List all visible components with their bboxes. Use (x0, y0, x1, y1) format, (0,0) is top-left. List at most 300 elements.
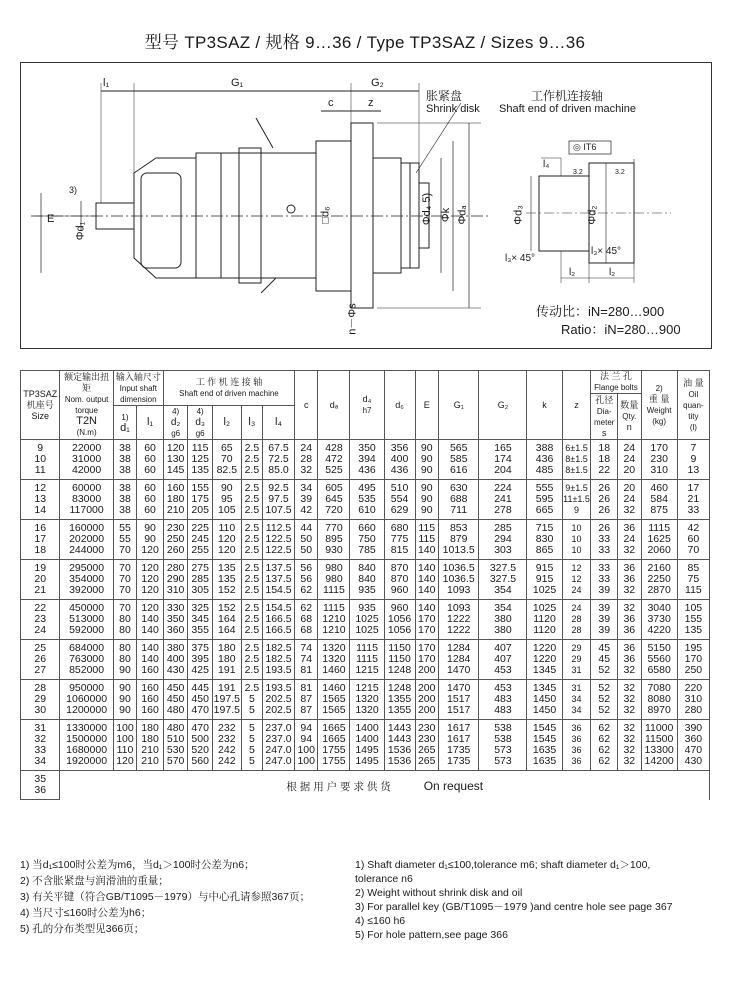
table-cell: 285 (479, 520, 527, 535)
table-cell: 665 (527, 505, 562, 520)
table-cell: 160 (137, 694, 164, 705)
table-cell: 870 (384, 574, 415, 585)
table-cell: 605 (318, 480, 350, 495)
table-cell: 1150 (384, 640, 415, 655)
table-cell: 100 (113, 720, 136, 735)
table-cell: 11000 (641, 720, 677, 735)
table-cell: 20 (618, 465, 641, 480)
table-cell: 195 (677, 640, 709, 655)
table-cell: 1248 (384, 680, 415, 695)
table-cell: 407 (479, 640, 527, 655)
table-cell: 100 (295, 745, 318, 756)
table-cell: 23 (21, 614, 60, 625)
table-cell: 1150 (384, 654, 415, 665)
table-cell: 29 (21, 694, 60, 705)
table-cell: 36 (618, 520, 641, 535)
table-cell: 125 (188, 454, 213, 465)
table-cell: 36 (618, 574, 641, 585)
table-cell: 360 (163, 625, 188, 640)
table-cell: 1755 (318, 745, 350, 756)
col-driven-shaft: 工 作 机 连 接 轴 Shaft end of driven machine (163, 371, 294, 406)
table-cell: 570 (163, 756, 188, 771)
table-cell: 354 (479, 585, 527, 600)
table-cell: 1755 (318, 756, 350, 771)
table-cell: 32 (21, 734, 60, 745)
table-cell: 428 (318, 440, 350, 455)
table-cell: 12 (562, 574, 591, 585)
table-cell: 390 (677, 720, 709, 735)
table-cell: 180 (163, 494, 188, 505)
table-cell: 140 (137, 614, 164, 625)
table-cell: 52 (591, 705, 618, 720)
note-cn-1: 1) 当d₁≤100时公差为m6，当d₁＞100时公差为n6； (20, 859, 255, 871)
dim-d2-label: Φd₂ (586, 205, 599, 225)
table-cell: 166.5 (263, 614, 295, 625)
table-cell: 2.5 (241, 494, 262, 505)
table-cell: 90 (415, 480, 438, 495)
table-cell: 140 (415, 545, 438, 560)
table-cell: 100 (295, 756, 318, 771)
table-row (21, 545, 710, 560)
table-cell: 10 (562, 545, 591, 560)
table-cell: 584 (641, 494, 677, 505)
table-row (21, 705, 710, 720)
table-cell: 472 (318, 454, 350, 465)
table-cell: 164 (212, 625, 241, 640)
dim-da-label: Φdₐ (456, 205, 469, 225)
table-cell: 7080 (641, 680, 677, 695)
table-cell: 232 (212, 720, 241, 735)
table-cell: 1665 (318, 734, 350, 745)
table-cell: 485 (527, 465, 562, 480)
table-cell: 20 (618, 480, 641, 495)
table-cell: 36 (562, 720, 591, 735)
table-cell: 9 (21, 440, 60, 455)
table-cell: 980 (318, 574, 350, 585)
table-cell: 460 (641, 480, 677, 495)
table-cell: 80 (113, 625, 136, 640)
table-request-body (21, 771, 710, 800)
table-cell: 470 (188, 705, 213, 720)
table-cell: 2250 (641, 574, 677, 585)
table-cell: 350 (350, 440, 384, 455)
table-cell: 115 (415, 534, 438, 545)
table-cell: 28 (562, 614, 591, 625)
table-cell: 327.5 (479, 560, 527, 575)
table-cell: 237.0 (263, 720, 295, 735)
table-cell: 32 (618, 734, 641, 745)
table-row (21, 440, 710, 455)
table-cell: 60 (137, 480, 164, 495)
table-cell: 1545 (527, 734, 562, 745)
table-cell: 28 (21, 680, 60, 695)
table-cell: 2.5 (241, 480, 262, 495)
table-cell: 565 (438, 440, 479, 455)
table-cell: 60 (137, 454, 164, 465)
table-cell: 36 (618, 614, 641, 625)
table-cell: 140 (415, 585, 438, 600)
table-cell: 36 (562, 745, 591, 756)
table-cell: 90 (415, 440, 438, 455)
table-cell: 2.5 (241, 545, 262, 560)
table-cell: 22000 (60, 440, 113, 455)
table-cell: 2.5 (241, 520, 262, 535)
table-cell: 24 (618, 454, 641, 465)
table-cell: 530 (163, 745, 188, 756)
table-cell: 34 (562, 705, 591, 720)
table-cell: 174 (479, 454, 527, 465)
table-row (21, 465, 710, 480)
table-cell: 180 (137, 720, 164, 735)
table-cell: 97.5 (263, 494, 295, 505)
table-cell: 1450 (527, 694, 562, 705)
table-cell: 436 (350, 465, 384, 480)
table-cell: 21 (677, 494, 709, 505)
table-cell: 250 (677, 665, 709, 680)
driven-shaft-cn: 工作机连接轴 (531, 89, 604, 103)
table-cell: 140 (415, 600, 438, 615)
table-cell: 16 (21, 520, 60, 535)
table-cell: 65 (212, 440, 241, 455)
table-cell: 70 (677, 545, 709, 560)
table-cell: 375 (188, 640, 213, 655)
table-cell: 20 (21, 574, 60, 585)
table-cell: 392000 (60, 585, 113, 600)
table-cell: 24 (618, 534, 641, 545)
table-cell: 1025 (527, 585, 562, 600)
table-cell: 495 (350, 480, 384, 495)
table-cell: 2.5 (241, 585, 262, 600)
table-cell: 350 (163, 614, 188, 625)
table-cell: 170 (677, 654, 709, 665)
table-cell: 10 (562, 520, 591, 535)
table-cell: 2.5 (241, 574, 262, 585)
table-cell: 117000 (60, 505, 113, 520)
table-cell: 120 (137, 545, 164, 560)
table-cell: 36 (618, 560, 641, 575)
table-cell: 763000 (60, 654, 113, 665)
table-cell: 1025 (350, 625, 384, 640)
table-cell: 120 (137, 585, 164, 600)
table-row (21, 560, 710, 575)
shrink-disk-en: Shrink disk (426, 103, 480, 115)
col-g1: G₁ (438, 371, 479, 440)
table-cell: 935 (350, 600, 384, 615)
table-cell: 294 (479, 534, 527, 545)
table-row (21, 505, 710, 520)
table-cell: 74 (295, 654, 318, 665)
table-cell: 202.5 (263, 705, 295, 720)
table-cell: 32 (618, 680, 641, 695)
col-l4: l₄ (263, 406, 295, 440)
table-cell: 50 (295, 545, 318, 560)
roughness-mark-2: 3.2 (615, 169, 625, 176)
request-size-35: 35 (21, 771, 60, 786)
table-cell: 1345 (527, 665, 562, 680)
note-cn-2: 2) 不含胀紧盘与润滑油的重量； (20, 875, 169, 887)
table-cell: 72.5 (263, 454, 295, 465)
table-cell: 122.5 (263, 534, 295, 545)
table-cell: 94 (295, 720, 318, 735)
table-cell: 42 (677, 520, 709, 535)
table-cell: 36 (618, 640, 641, 655)
table-cell: 853 (438, 520, 479, 535)
table-cell: 1460 (318, 665, 350, 680)
table-cell: 1665 (318, 720, 350, 735)
table-cell: 1115 (318, 600, 350, 615)
table-cell: 360 (677, 734, 709, 745)
table-cell: 137.5 (263, 560, 295, 575)
table-cell: 135 (212, 574, 241, 585)
table-cell: 31 (562, 665, 591, 680)
table-cell: 1345 (527, 680, 562, 695)
col-oil: 油 量 Oil quan- tity (l) (677, 371, 709, 440)
note-en-2: 2) Weight without shrink disk and oil (355, 887, 523, 899)
table-cell: 90 (212, 480, 241, 495)
table-cell: 25 (21, 640, 60, 655)
table-cell: 110 (113, 745, 136, 756)
table-cell: 430 (677, 756, 709, 771)
notes-en (355, 858, 673, 942)
table-cell: 100 (113, 734, 136, 745)
table-cell: 230 (415, 720, 438, 735)
table-cell: 2.5 (241, 454, 262, 465)
table-cell: 1056 (384, 614, 415, 625)
table-cell: 840 (350, 574, 384, 585)
table-cell: 32 (618, 694, 641, 705)
table-cell: 62 (591, 756, 618, 771)
table-cell: 1735 (438, 745, 479, 756)
table-cell: 60 (137, 440, 164, 455)
col-d3: 4) d₃ g6 (188, 406, 213, 440)
table-cell: 182.5 (263, 654, 295, 665)
table-row (21, 640, 710, 655)
table-cell: 1680000 (60, 745, 113, 756)
table-row (21, 625, 710, 640)
table-cell: 152 (212, 600, 241, 615)
spec-table (20, 370, 710, 800)
table-cell: 38 (113, 454, 136, 465)
table-cell: 5 (241, 756, 262, 771)
table-cell: 70 (113, 585, 136, 600)
table-cell: 120 (163, 440, 188, 455)
col-torque: 额定输出扭矩 Nom. output torque T2N (N.m) (60, 371, 113, 440)
table-cell: 5150 (641, 640, 677, 655)
table-cell: 36 (562, 756, 591, 771)
dim-l2-left-label: l₂ (569, 267, 576, 278)
table-cell: 295000 (60, 560, 113, 575)
table-row (21, 680, 710, 695)
table-cell: 122.5 (263, 545, 295, 560)
table-cell: 105 (212, 505, 241, 520)
table-cell: 165 (479, 440, 527, 455)
request-size-36: 36 (21, 785, 60, 800)
table-cell: 470 (677, 745, 709, 756)
table-cell: 52 (591, 694, 618, 705)
table-cell: 62 (295, 600, 318, 615)
table-body (21, 440, 710, 771)
table-cell: 230 (163, 520, 188, 535)
table-cell: 19 (21, 560, 60, 575)
note-en-5: 5) For hole pattern,see page 366 (355, 929, 508, 941)
table-cell: 2.5 (241, 640, 262, 655)
dim-l4-label: l₄ (543, 159, 550, 170)
table-cell: 115 (415, 520, 438, 535)
table-cell: 1920000 (60, 756, 113, 771)
dim-d1-label: Φd₁ (74, 221, 87, 241)
table-cell: 33 (591, 560, 618, 575)
dim-g1-label: G₁ (231, 77, 244, 89)
table-cell: 82.5 (212, 465, 241, 480)
table-row (21, 720, 710, 735)
table-cell: 180 (212, 654, 241, 665)
table-cell: 865 (527, 545, 562, 560)
dim-d6-label: □d₆ (319, 206, 332, 224)
table-cell: 197.5 (212, 705, 241, 720)
table-cell: 1320 (350, 705, 384, 720)
table-cell: 120 (137, 600, 164, 615)
table-cell: 510 (384, 480, 415, 495)
table-cell: 1215 (350, 665, 384, 680)
table-cell: 200 (415, 694, 438, 705)
table-cell: 1210 (318, 614, 350, 625)
table-cell: 1517 (438, 694, 479, 705)
table-cell: 62 (591, 720, 618, 735)
table-cell: 17 (677, 480, 709, 495)
table-cell: 152 (212, 585, 241, 600)
table-cell: 935 (350, 585, 384, 600)
table-cell: 380 (479, 625, 527, 640)
table-cell: 1320 (318, 640, 350, 655)
table-cell: 875 (641, 505, 677, 520)
table-cell: 140 (415, 560, 438, 575)
col-l2: l₂ (212, 406, 241, 440)
table-cell: 1735 (438, 756, 479, 771)
table-cell: 5 (241, 745, 262, 756)
table-cell: 538 (479, 734, 527, 745)
table-cell: 280 (163, 560, 188, 575)
table-cell: 32 (618, 745, 641, 756)
table-cell: 560 (188, 756, 213, 771)
table-cell: 140 (137, 654, 164, 665)
table-cell: 32 (618, 665, 641, 680)
table-cell: 24 (618, 440, 641, 455)
table-cell: 480 (163, 705, 188, 720)
table-cell: 11±1.5 (563, 494, 590, 504)
table-cell: 380 (163, 640, 188, 655)
table-cell: 39 (591, 585, 618, 600)
request-text: 根 据 用 户 要 求 供 货 On request (60, 771, 710, 800)
table-cell: 44 (295, 520, 318, 535)
table-cell: 750 (350, 534, 384, 545)
table-row (21, 600, 710, 615)
table-cell: 52 (591, 665, 618, 680)
table-cell: 83000 (60, 494, 113, 505)
dim-z-label: z (368, 97, 374, 109)
table-cell: 81 (295, 680, 318, 695)
table-cell: 21 (21, 585, 60, 600)
table-cell: 24 (295, 440, 318, 455)
table-cell: 1284 (438, 640, 479, 655)
table-cell: 8±1.5 (562, 454, 591, 465)
table-cell: 33 (677, 505, 709, 520)
table-cell: 10 (562, 534, 591, 545)
table-cell: 237.0 (263, 734, 295, 745)
table-cell: 388 (527, 440, 562, 455)
note-en-3: 3) For parallel key (GB/T1095－1979 )and centre hole see page 367 (355, 901, 673, 913)
table-cell: 5560 (641, 654, 677, 665)
table-cell: 120 (137, 560, 164, 575)
table-cell: 107.5 (263, 505, 295, 520)
table-cell: 62 (591, 745, 618, 756)
table-cell: 87 (295, 694, 318, 705)
table-cell: 915 (527, 574, 562, 585)
table-cell: 1355 (384, 694, 415, 705)
table-cell: 225 (188, 520, 213, 535)
table-cell: 13 (21, 494, 60, 505)
table-cell: 33 (591, 574, 618, 585)
table-cell: 241 (479, 494, 527, 505)
table-cell: 1215 (350, 680, 384, 695)
table-cell: 8970 (641, 705, 677, 720)
table-cell: 39 (591, 614, 618, 625)
table-cell: 18 (591, 454, 618, 465)
table-cell: 573 (479, 745, 527, 756)
table-cell: 42000 (60, 465, 113, 480)
table-cell: 34 (21, 756, 60, 771)
table-cell: 1025 (350, 614, 384, 625)
table-cell: 38 (113, 440, 136, 455)
table-cell: 3040 (641, 600, 677, 615)
table-cell: 191 (212, 680, 241, 695)
table-cell: 5 (241, 705, 262, 720)
table-cell: 175 (188, 494, 213, 505)
table-cell: 380 (479, 614, 527, 625)
table-cell: 56 (295, 574, 318, 585)
note-cn-5: 5) 孔的分布类型见366页； (20, 923, 145, 935)
table-cell: 840 (350, 560, 384, 575)
table-cell: 18 (21, 545, 60, 560)
table-cell: 26 (591, 505, 618, 520)
table-cell: 2.5 (241, 505, 262, 520)
table-cell: 170 (415, 614, 438, 625)
table-cell: 9 (677, 454, 709, 465)
table-cell: 90 (137, 534, 164, 545)
table-cell: 1120 (527, 625, 562, 640)
table-cell: 453 (479, 680, 527, 695)
table-cell: 520 (188, 745, 213, 756)
table-cell: 1517 (438, 705, 479, 720)
table-cell: 660 (350, 520, 384, 535)
table-cell: 915 (527, 560, 562, 575)
table-cell: 1248 (384, 665, 415, 680)
chamfer-right-label: l₃× 45° (591, 246, 622, 257)
table-cell: 14200 (641, 756, 677, 771)
table-cell: 13300 (641, 745, 677, 756)
table-cell: 210 (137, 756, 164, 771)
table-cell: 450 (163, 680, 188, 695)
table-cell: 1443 (384, 734, 415, 745)
table-cell: 1495 (350, 745, 384, 756)
table-cell: 525 (318, 465, 350, 480)
table-cell: 630 (438, 480, 479, 495)
table-cell: 26 (591, 494, 618, 505)
table-cell: 33 (591, 545, 618, 560)
ratio-cn: 传动比：iN=280…900 (536, 304, 665, 319)
table-cell: 105 (677, 600, 709, 615)
col-l1: l₁ (137, 406, 164, 440)
table-cell: 2870 (641, 585, 677, 600)
